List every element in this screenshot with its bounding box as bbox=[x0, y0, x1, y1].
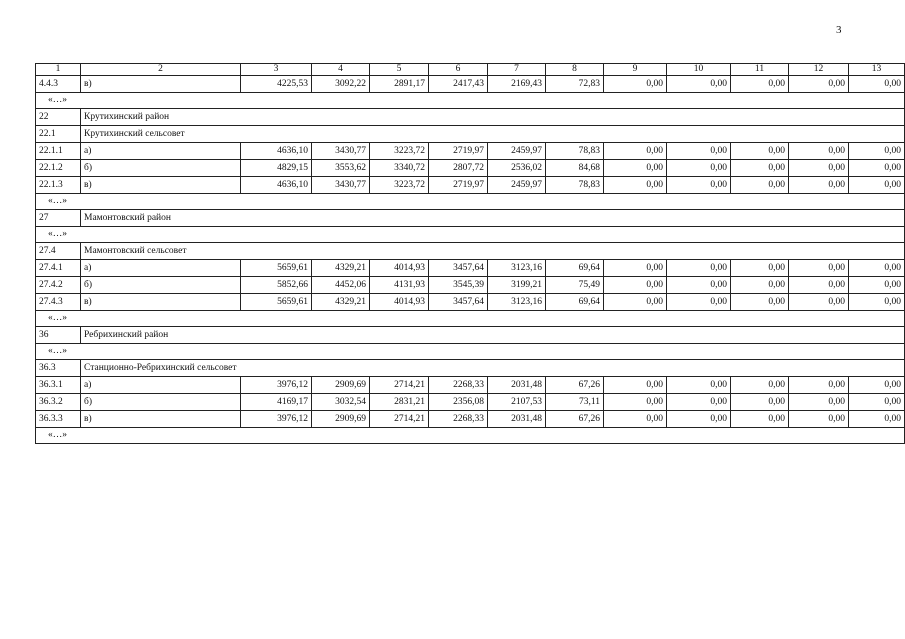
table-row bbox=[36, 260, 905, 277]
value-cell: 0,00 bbox=[667, 260, 731, 277]
value-cell: 4225,53 bbox=[241, 76, 312, 93]
section-code: 27 bbox=[36, 210, 81, 227]
value-cell: 0,00 bbox=[667, 76, 731, 93]
section-title: Мамонтовский район bbox=[81, 210, 905, 227]
value-cell: 0,00 bbox=[849, 160, 905, 177]
value-cell: 2909,69 bbox=[312, 411, 370, 428]
section-title: Мамонтовский сельсовет bbox=[81, 243, 905, 260]
value-cell: 67,26 bbox=[546, 411, 604, 428]
section-heading-row bbox=[36, 109, 905, 126]
page-number: 3 bbox=[836, 24, 842, 36]
column-number-cell: 10 bbox=[667, 64, 731, 76]
value-cell: 0,00 bbox=[789, 277, 849, 294]
section-code: 36.3 bbox=[36, 360, 81, 377]
value-cell: 0,00 bbox=[731, 160, 789, 177]
value-cell: 4636,10 bbox=[241, 177, 312, 194]
column-number-cell: 4 bbox=[312, 64, 370, 76]
row-code: 22.1.3 bbox=[36, 177, 81, 194]
value-cell: 2031,48 bbox=[488, 377, 546, 394]
value-cell: 0,00 bbox=[789, 143, 849, 160]
value-cell: 0,00 bbox=[667, 394, 731, 411]
column-number-cell: 11 bbox=[731, 64, 789, 76]
value-cell: 0,00 bbox=[604, 411, 667, 428]
value-cell: 0,00 bbox=[604, 76, 667, 93]
value-cell: 0,00 bbox=[849, 394, 905, 411]
ellipsis-row bbox=[36, 93, 905, 109]
value-cell: 0,00 bbox=[849, 177, 905, 194]
value-cell: 3976,12 bbox=[241, 411, 312, 428]
value-cell: 4452,06 bbox=[312, 277, 370, 294]
value-cell: 0,00 bbox=[789, 377, 849, 394]
value-cell: 75,49 bbox=[546, 277, 604, 294]
value-cell: 2268,33 bbox=[429, 377, 488, 394]
value-cell: 2459,97 bbox=[488, 177, 546, 194]
table-row bbox=[36, 160, 905, 177]
value-cell: 2719,97 bbox=[429, 143, 488, 160]
value-cell: 0,00 bbox=[731, 294, 789, 311]
value-cell: 0,00 bbox=[849, 143, 905, 160]
value-cell: 69,64 bbox=[546, 294, 604, 311]
column-number-cell: 6 bbox=[429, 64, 488, 76]
value-cell: 0,00 bbox=[731, 377, 789, 394]
value-cell: 78,83 bbox=[546, 143, 604, 160]
row-subitem: в) bbox=[81, 177, 241, 194]
section-heading-row bbox=[36, 243, 905, 260]
value-cell: 2417,43 bbox=[429, 76, 488, 93]
value-cell: 0,00 bbox=[789, 260, 849, 277]
value-cell: 0,00 bbox=[604, 294, 667, 311]
column-number-cell: 9 bbox=[604, 64, 667, 76]
value-cell: 0,00 bbox=[667, 143, 731, 160]
value-cell: 4329,21 bbox=[312, 260, 370, 277]
row-subitem: в) bbox=[81, 411, 241, 428]
value-cell: 0,00 bbox=[789, 394, 849, 411]
value-cell: 3123,16 bbox=[488, 260, 546, 277]
value-cell: 84,68 bbox=[546, 160, 604, 177]
value-cell: 2268,33 bbox=[429, 411, 488, 428]
tariff-table bbox=[35, 63, 905, 444]
value-cell: 0,00 bbox=[849, 277, 905, 294]
section-code: 22.1 bbox=[36, 126, 81, 143]
value-cell: 3430,77 bbox=[312, 143, 370, 160]
value-cell: 3457,64 bbox=[429, 294, 488, 311]
value-cell: 3199,21 bbox=[488, 277, 546, 294]
section-heading-row bbox=[36, 210, 905, 227]
column-number-cell: 7 bbox=[488, 64, 546, 76]
ellipsis-text: «…» bbox=[36, 194, 905, 210]
value-cell: 2107,53 bbox=[488, 394, 546, 411]
value-cell: 4329,21 bbox=[312, 294, 370, 311]
table-row bbox=[36, 394, 905, 411]
value-cell: 0,00 bbox=[604, 394, 667, 411]
column-number-cell: 12 bbox=[789, 64, 849, 76]
value-cell: 0,00 bbox=[604, 277, 667, 294]
value-cell: 3092,22 bbox=[312, 76, 370, 93]
row-code: 22.1.2 bbox=[36, 160, 81, 177]
column-number-cell: 13 bbox=[849, 64, 905, 76]
value-cell: 0,00 bbox=[667, 377, 731, 394]
table-row bbox=[36, 143, 905, 160]
value-cell: 2891,17 bbox=[370, 76, 429, 93]
row-subitem: в) bbox=[81, 294, 241, 311]
value-cell: 3976,12 bbox=[241, 377, 312, 394]
row-subitem: а) bbox=[81, 143, 241, 160]
value-cell: 0,00 bbox=[731, 76, 789, 93]
value-cell: 0,00 bbox=[849, 377, 905, 394]
value-cell: 0,00 bbox=[849, 260, 905, 277]
value-cell: 3430,77 bbox=[312, 177, 370, 194]
section-title: Крутихинский район bbox=[81, 109, 905, 126]
row-code: 27.4.2 bbox=[36, 277, 81, 294]
value-cell: 3553,62 bbox=[312, 160, 370, 177]
value-cell: 2356,08 bbox=[429, 394, 488, 411]
value-cell: 2719,97 bbox=[429, 177, 488, 194]
value-cell: 0,00 bbox=[731, 277, 789, 294]
value-cell: 4131,93 bbox=[370, 277, 429, 294]
table-row bbox=[36, 377, 905, 394]
table-row bbox=[36, 411, 905, 428]
value-cell: 0,00 bbox=[667, 160, 731, 177]
value-cell: 3223,72 bbox=[370, 177, 429, 194]
row-code: 36.3.3 bbox=[36, 411, 81, 428]
value-cell: 3032,54 bbox=[312, 394, 370, 411]
value-cell: 2831,21 bbox=[370, 394, 429, 411]
column-number-cell: 5 bbox=[370, 64, 429, 76]
row-code: 36.3.1 bbox=[36, 377, 81, 394]
value-cell: 3340,72 bbox=[370, 160, 429, 177]
value-cell: 5852,66 bbox=[241, 277, 312, 294]
row-subitem: а) bbox=[81, 260, 241, 277]
value-cell: 73,11 bbox=[546, 394, 604, 411]
section-heading-row bbox=[36, 126, 905, 143]
value-cell: 0,00 bbox=[731, 260, 789, 277]
ellipsis-row bbox=[36, 344, 905, 360]
ellipsis-row bbox=[36, 194, 905, 210]
value-cell: 0,00 bbox=[667, 277, 731, 294]
value-cell: 5659,61 bbox=[241, 294, 312, 311]
column-number-cell: 2 bbox=[81, 64, 241, 76]
value-cell: 2169,43 bbox=[488, 76, 546, 93]
ellipsis-text: «…» bbox=[36, 311, 905, 327]
value-cell: 3123,16 bbox=[488, 294, 546, 311]
value-cell: 0,00 bbox=[789, 411, 849, 428]
table-row bbox=[36, 177, 905, 194]
value-cell: 4014,93 bbox=[370, 294, 429, 311]
value-cell: 0,00 bbox=[849, 294, 905, 311]
value-cell: 69,64 bbox=[546, 260, 604, 277]
row-code: 36.3.2 bbox=[36, 394, 81, 411]
row-code: 22.1.1 bbox=[36, 143, 81, 160]
ellipsis-text: «…» bbox=[36, 227, 905, 243]
value-cell: 4014,93 bbox=[370, 260, 429, 277]
column-number-cell: 3 bbox=[241, 64, 312, 76]
row-code: 27.4.1 bbox=[36, 260, 81, 277]
row-code: 4.4.3 bbox=[36, 76, 81, 93]
value-cell: 0,00 bbox=[604, 160, 667, 177]
value-cell: 0,00 bbox=[667, 177, 731, 194]
value-cell: 0,00 bbox=[667, 294, 731, 311]
ellipsis-text: «…» bbox=[36, 428, 905, 444]
section-heading-row bbox=[36, 327, 905, 344]
value-cell: 4169,17 bbox=[241, 394, 312, 411]
value-cell: 0,00 bbox=[849, 76, 905, 93]
value-cell: 4636,10 bbox=[241, 143, 312, 160]
value-cell: 0,00 bbox=[731, 143, 789, 160]
table-body bbox=[36, 64, 905, 444]
value-cell: 0,00 bbox=[789, 76, 849, 93]
ellipsis-row bbox=[36, 428, 905, 444]
table-row bbox=[36, 277, 905, 294]
row-subitem: б) bbox=[81, 394, 241, 411]
value-cell: 0,00 bbox=[849, 411, 905, 428]
section-code: 36 bbox=[36, 327, 81, 344]
row-code: 27.4.3 bbox=[36, 294, 81, 311]
value-cell: 3223,72 bbox=[370, 143, 429, 160]
value-cell: 72,83 bbox=[546, 76, 604, 93]
value-cell: 4829,15 bbox=[241, 160, 312, 177]
table-row bbox=[36, 294, 905, 311]
ellipsis-text: «…» bbox=[36, 93, 905, 109]
value-cell: 0,00 bbox=[731, 394, 789, 411]
value-cell: 5659,61 bbox=[241, 260, 312, 277]
row-subitem: в) bbox=[81, 76, 241, 93]
value-cell: 0,00 bbox=[667, 411, 731, 428]
section-code: 27.4 bbox=[36, 243, 81, 260]
value-cell: 67,26 bbox=[546, 377, 604, 394]
ellipsis-text: «…» bbox=[36, 344, 905, 360]
column-number-row bbox=[36, 64, 905, 76]
value-cell: 0,00 bbox=[731, 411, 789, 428]
value-cell: 2714,21 bbox=[370, 411, 429, 428]
table-row bbox=[36, 76, 905, 93]
section-title: Ребрихинский район bbox=[81, 327, 905, 344]
row-subitem: б) bbox=[81, 277, 241, 294]
section-title: Станционно-Ребрихинский сельсовет bbox=[81, 360, 905, 377]
value-cell: 2536,02 bbox=[488, 160, 546, 177]
value-cell: 2807,72 bbox=[429, 160, 488, 177]
section-heading-row bbox=[36, 360, 905, 377]
value-cell: 3545,39 bbox=[429, 277, 488, 294]
value-cell: 0,00 bbox=[789, 177, 849, 194]
column-number-cell: 8 bbox=[546, 64, 604, 76]
value-cell: 2031,48 bbox=[488, 411, 546, 428]
value-cell: 0,00 bbox=[789, 160, 849, 177]
value-cell: 0,00 bbox=[789, 294, 849, 311]
column-number-cell: 1 bbox=[36, 64, 81, 76]
value-cell: 0,00 bbox=[731, 177, 789, 194]
value-cell: 2714,21 bbox=[370, 377, 429, 394]
value-cell: 2909,69 bbox=[312, 377, 370, 394]
value-cell: 0,00 bbox=[604, 377, 667, 394]
value-cell: 3457,64 bbox=[429, 260, 488, 277]
row-subitem: б) bbox=[81, 160, 241, 177]
value-cell: 0,00 bbox=[604, 177, 667, 194]
section-code: 22 bbox=[36, 109, 81, 126]
row-subitem: а) bbox=[81, 377, 241, 394]
ellipsis-row bbox=[36, 227, 905, 243]
ellipsis-row bbox=[36, 311, 905, 327]
value-cell: 78,83 bbox=[546, 177, 604, 194]
value-cell: 0,00 bbox=[604, 143, 667, 160]
section-title: Крутихинский сельсовет bbox=[81, 126, 905, 143]
value-cell: 0,00 bbox=[604, 260, 667, 277]
value-cell: 2459,97 bbox=[488, 143, 546, 160]
